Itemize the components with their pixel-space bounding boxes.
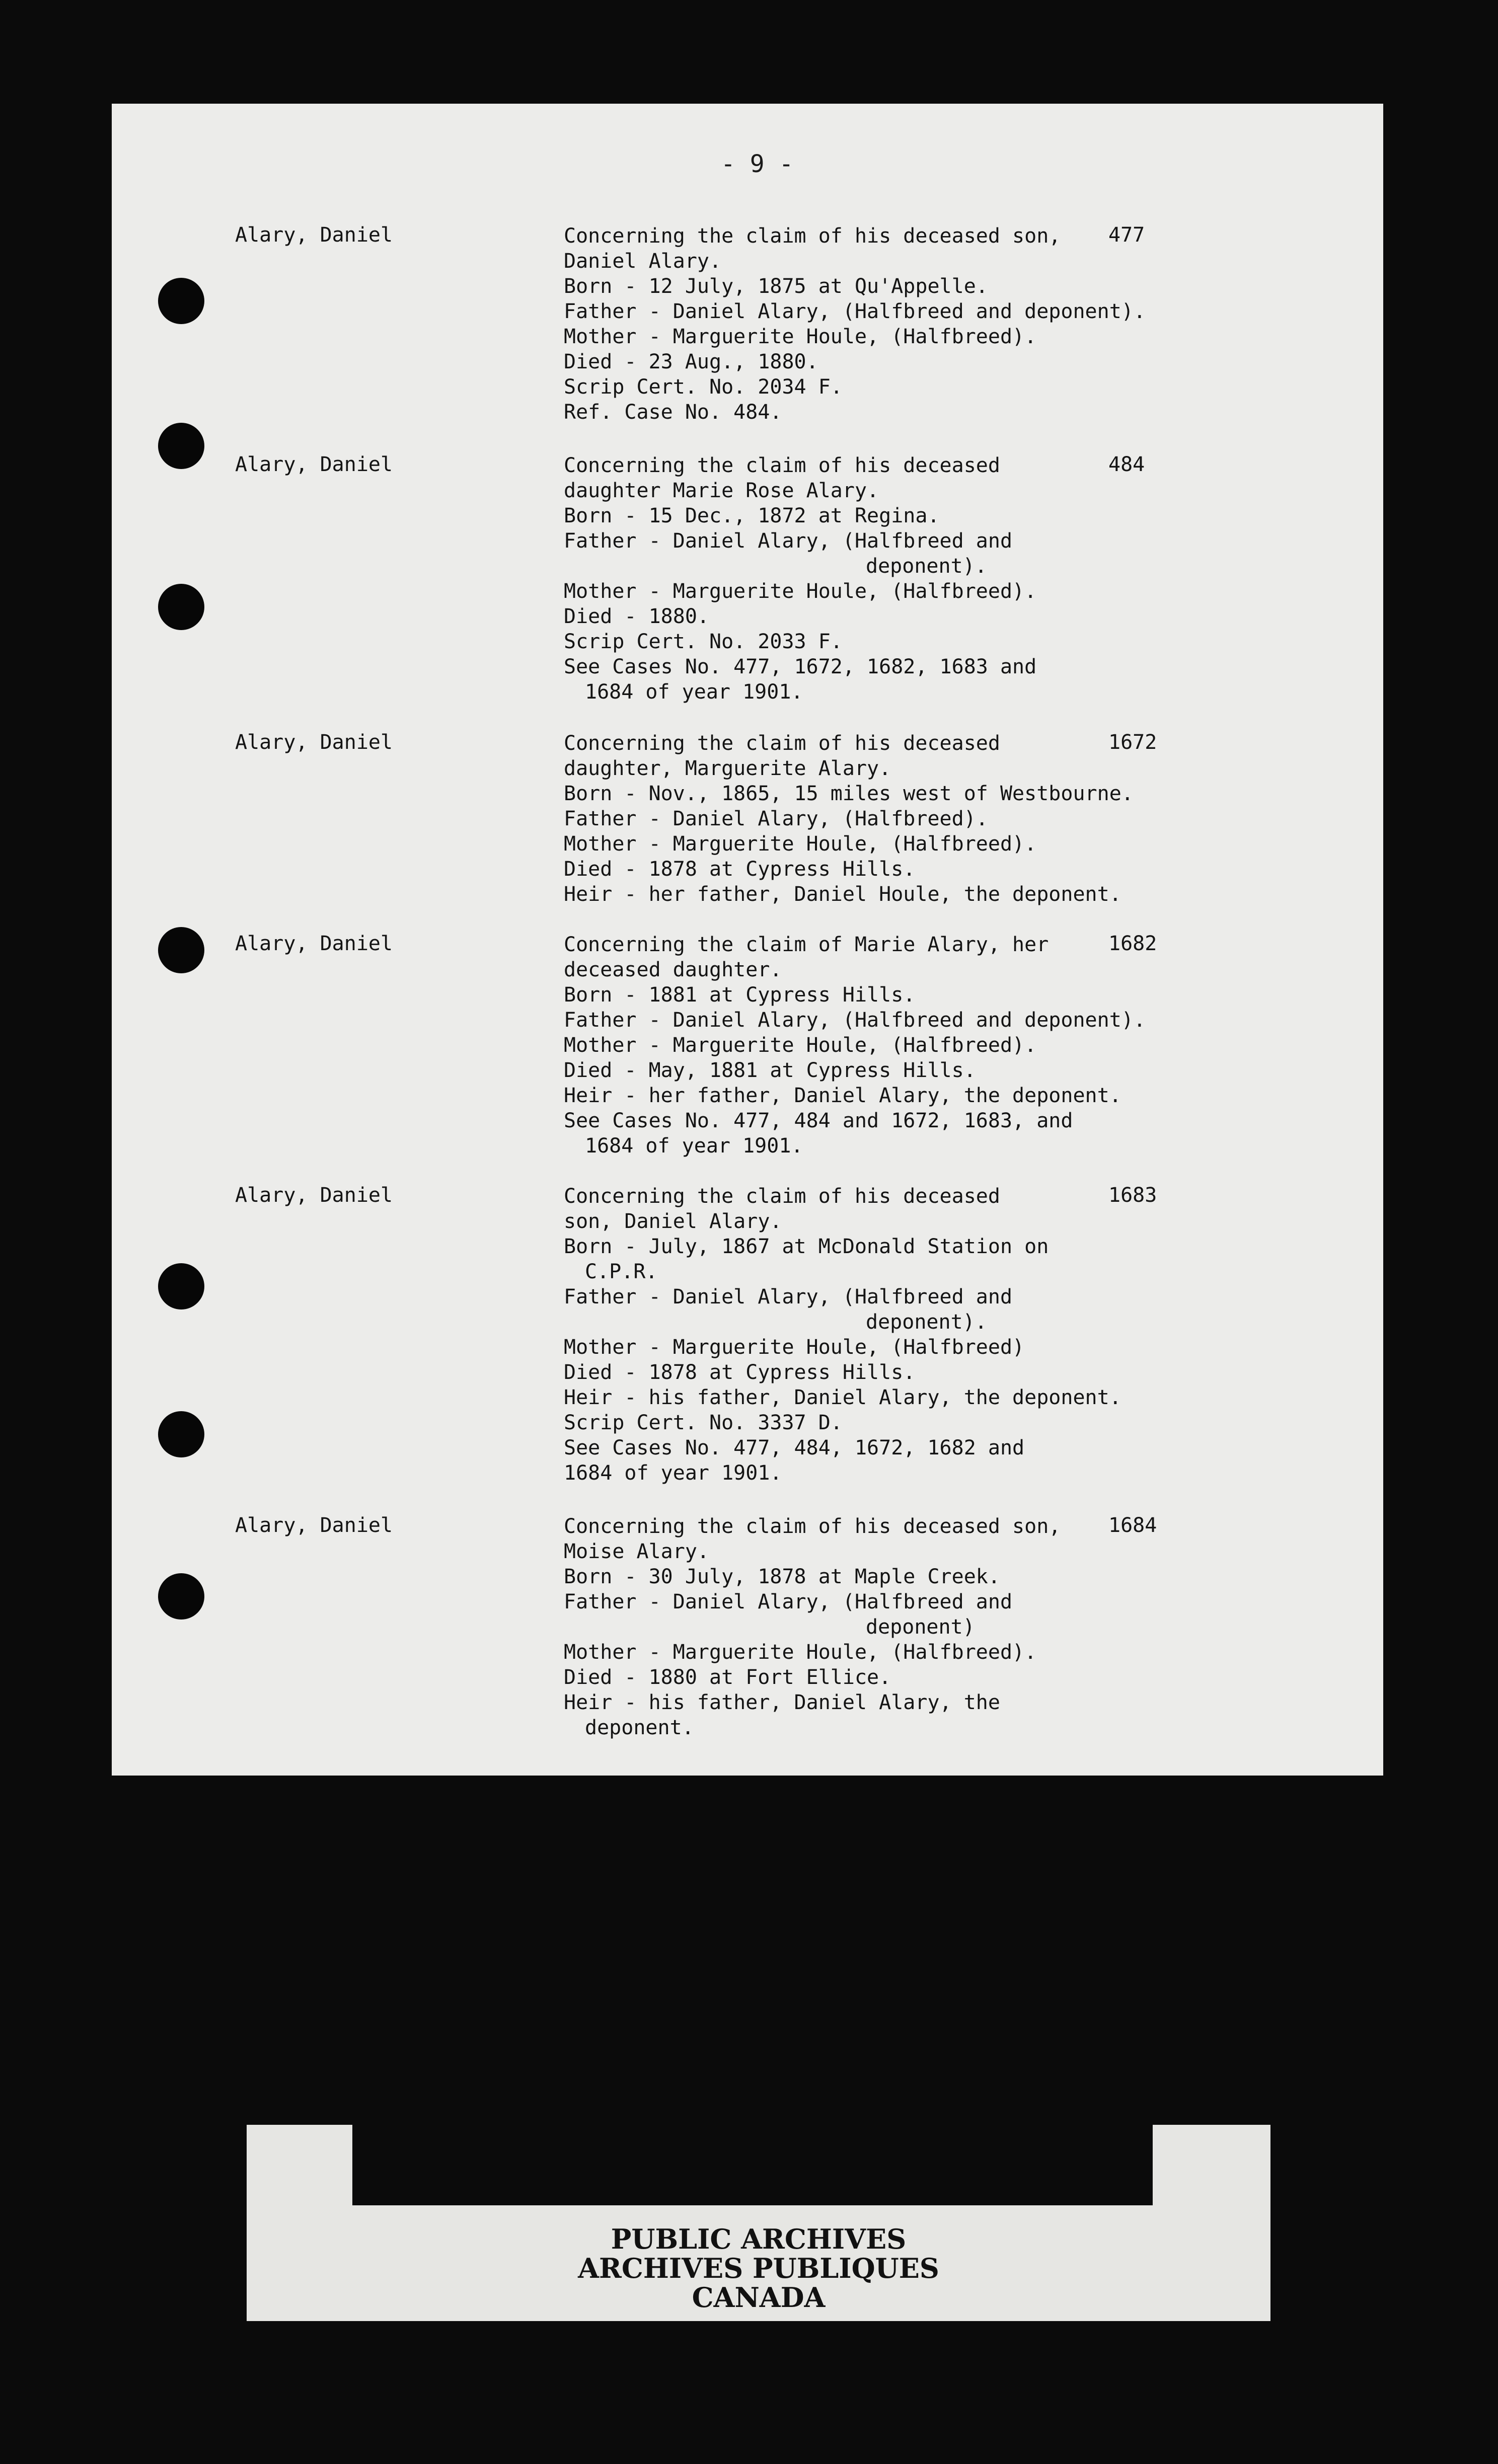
archives-stamp [247,2224,1270,2312]
entry-line: Born - 15 Dec., 1872 at Regina. [564,504,940,527]
entry-line: Scrip Cert. No. 3337 D. [564,1411,843,1434]
entry-line: See Cases No. 477, 484 and 1672, 1683, and [564,1109,1073,1132]
entry-body [564,932,1248,1159]
stamp-line: CANADA [692,2281,826,2314]
entry-line: Ref. Case No. 484. [564,401,782,424]
entry-line: Concerning the claim of his deceased [564,1185,1000,1208]
entry-line: Mother - Marguerite Houle, (Halfbreed). [564,1034,1037,1057]
entry-line: Died - 1880 at Fort Ellice. [564,1666,891,1689]
entry-line: See Cases No. 477, 1672, 1682, 1683 and [564,655,1037,678]
entry-line: Mother - Marguerite Houle, (Halfbreed). [564,1641,1037,1664]
binder-hole [158,927,204,973]
entry-line: deceased daughter. [564,958,782,981]
entry-line: Died - 1878 at Cypress Hills. [564,1361,916,1384]
entry-line: Daniel Alary. [564,250,722,273]
binder-hole [158,1263,204,1310]
binder-hole [158,278,204,324]
entry-line: Father - Daniel Alary, (Halfbreed and deponent). [564,300,1146,323]
entry-line: Mother - Marguerite Houle, (Halfbreed). [564,325,1037,348]
entry-line: Mother - Marguerite Houle, (Halfbreed). [564,832,1037,856]
entry-line: Heir - his father, Daniel Alary, the deponent. [564,1386,1121,1409]
claimant-name: Alary, Daniel [235,932,393,955]
binder-hole [158,584,204,630]
entry-line: Born - July, 1867 at McDonald Station on [564,1235,1049,1258]
entry-line: Father - Daniel Alary, (Halfbreed). [564,807,988,830]
entry-line: Moise Alary. [564,1540,709,1563]
entry-line: Born - 1881 at Cypress Hills. [564,983,916,1007]
entry-line: See Cases No. 477, 484, 1672, 1682 and [564,1436,1025,1459]
entry-line: Concerning the claim of his deceased [564,732,1000,755]
entry-line: Concerning the claim of his deceased son, [564,1515,1061,1538]
entry-line: Concerning the claim of Marie Alary, her [564,933,1049,956]
entry-line: 1684 of year 1901. [564,1461,782,1485]
entry-line: deponent). [866,1311,987,1334]
case-number: 1682 [1108,932,1157,955]
entry-body [564,731,1248,907]
entry-line: Father - Daniel Alary, (Halfbreed and [564,529,1013,553]
entry-line: C.P.R. [585,1260,658,1283]
entry-line: daughter Marie Rose Alary. [564,479,879,502]
entry-line: Died - 1880. [564,605,709,628]
entry-line: Born - 12 July, 1875 at Qu'Appelle. [564,275,988,298]
claimant-name: Alary, Daniel [235,731,393,754]
entry-line: Concerning the claim of his deceased son, [564,224,1061,248]
entry-line: deponent). [866,555,987,578]
entry-line: Mother - Marguerite Houle, (Halfbreed). [564,580,1037,603]
binder-hole [158,423,204,469]
entry-line: Father - Daniel Alary, (Halfbreed and [564,1590,1013,1613]
page-number: - 9 - [721,150,794,178]
binder-hole [158,1411,204,1457]
entry-line: Mother - Marguerite Houle, (Halfbreed) [564,1336,1025,1359]
entry-line: deponent. [585,1716,694,1739]
binder-hole [158,1573,204,1620]
claimant-name: Alary, Daniel [235,223,393,247]
case-number: 1684 [1108,1514,1157,1537]
entry-line: Heir - her father, Daniel Alary, the deponent. [564,1084,1121,1107]
entry-body [564,223,1248,425]
entry-body [564,453,1248,705]
entry-line: daughter, Marguerite Alary. [564,757,891,780]
entry-line: Scrip Cert. No. 2033 F. [564,630,843,653]
card-notch [352,2125,1153,2205]
claimant-name: Alary, Daniel [235,453,393,476]
entry-line: Died - 23 Aug., 1880. [564,350,818,373]
stamp-line: ARCHIVES PUBLIQUES [578,2252,939,2284]
entry-line: Born - Nov., 1865, 15 miles west of Westbourne. [564,782,1134,805]
claimant-name: Alary, Daniel [235,1514,393,1537]
entry-line: Father - Daniel Alary, (Halfbreed and [564,1285,1013,1308]
claimant-name: Alary, Daniel [235,1184,393,1207]
entry-body [564,1184,1248,1486]
entry-line: Concerning the claim of his deceased [564,454,1000,477]
case-number: 1683 [1108,1184,1157,1207]
stamp-line: PUBLIC ARCHIVES [611,2223,907,2255]
entry-line: Heir - his father, Daniel Alary, the [564,1691,1000,1714]
case-number: 477 [1108,223,1145,247]
entry-line: Heir - her father, Daniel Houle, the deponent. [564,883,1121,906]
entry-line: Died - May, 1881 at Cypress Hills. [564,1059,976,1082]
document-page [112,104,1383,1776]
entry-line: Died - 1878 at Cypress Hills. [564,858,916,881]
archives-stamp-card [247,2125,1270,2321]
entry-line: Scrip Cert. No. 2034 F. [564,375,843,399]
entry-body [564,1514,1248,1740]
case-number: 484 [1108,453,1145,476]
entry-line: Born - 30 July, 1878 at Maple Creek. [564,1565,1000,1588]
entry-line: son, Daniel Alary. [564,1210,782,1233]
entry-line: deponent) [866,1615,975,1639]
entry-line: 1684 of year 1901. [585,680,803,704]
case-number: 1672 [1108,731,1157,754]
entry-line: 1684 of year 1901. [585,1134,803,1158]
entry-line: Father - Daniel Alary, (Halfbreed and deponent). [564,1009,1146,1032]
